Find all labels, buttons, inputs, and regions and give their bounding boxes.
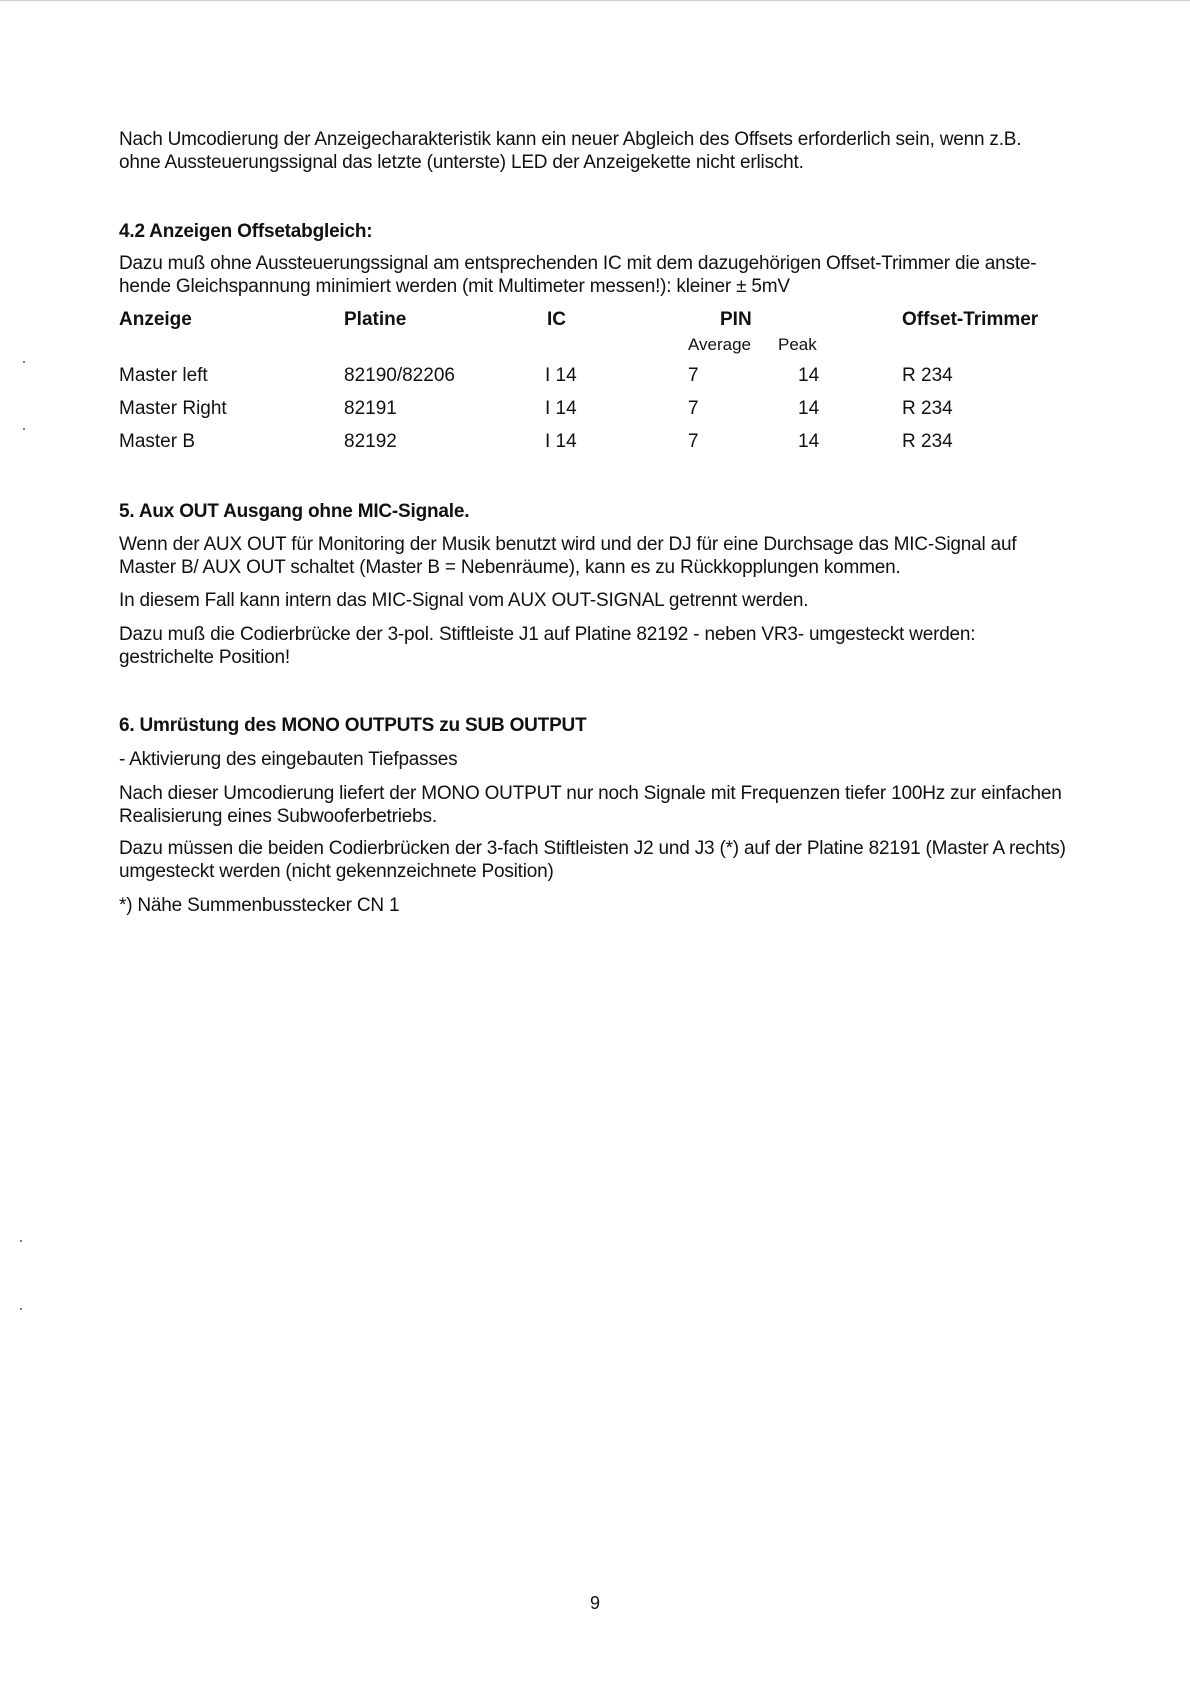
intro-paragraph [119, 128, 1091, 174]
cell-average: 7 [688, 398, 699, 419]
cell-platine: 82192 [344, 431, 397, 452]
section-5-paragraph-3 [119, 623, 1091, 669]
section-5-paragraph-2: In diesem Fall kann intern das MIC-Signal vom AUX OUT-SIGNAL getrennt werden. [119, 590, 809, 611]
header-peak: Peak [778, 335, 817, 354]
cell-offset-trimmer: R 234 [902, 365, 953, 386]
section-6-heading: 6. Umrüstung des MONO OUTPUTS zu SUB OUTPUT [119, 715, 587, 736]
header-anzeige: Anzeige [119, 309, 192, 330]
scan-mark [23, 361, 25, 363]
section-5-p3-line-1: Dazu muß die Codierbrücke der 3-pol. Stiftleiste J1 auf Platine 82192 - neben VR3- umgesteckt werden: [119, 624, 976, 645]
cell-ic: I 14 [545, 398, 577, 419]
scan-mark [23, 428, 25, 430]
cell-peak: 14 [798, 431, 820, 452]
header-pin: PIN [720, 309, 752, 330]
section-5-p1-line-1: Wenn der AUX OUT für Monitoring der Musik benutzt wird und der DJ für eine Durchsage das MIC-Signal auf [119, 534, 1017, 555]
section-6-p3-line-2: umgesteckt werden (nicht gekennzeichnete Position) [119, 861, 554, 882]
cell-anzeige: Master B [119, 431, 196, 452]
section-5-heading: 5. Aux OUT Ausgang ohne MIC-Signale. [119, 501, 470, 522]
scan-mark [20, 1308, 22, 1310]
scan-mark [20, 1240, 22, 1242]
top-border-line [0, 0, 1190, 1]
cell-average: 7 [688, 431, 699, 452]
section-6-paragraph-1: - Aktivierung des eingebauten Tiefpasses [119, 749, 458, 770]
section-6-p2-line-2: Realisierung eines Subwooferbetriebs. [119, 806, 437, 827]
header-ic: IC [547, 309, 566, 330]
header-platine: Platine [344, 309, 407, 330]
header-average: Average [688, 335, 752, 354]
cell-offset-trimmer: R 234 [902, 431, 953, 452]
section-6-paragraph-3 [119, 837, 1091, 883]
section-4-2-heading: 4.2 Anzeigen Offsetabgleich: [119, 221, 373, 242]
cell-average: 7 [688, 365, 699, 386]
section-6-footnote: *) Nähe Summenbusstecker CN 1 [119, 895, 400, 916]
header-offset-trimmer: Offset-Trimmer [902, 309, 1039, 330]
cell-ic: I 14 [545, 365, 577, 386]
section-6-p2-line-1: Nach dieser Umcodierung liefert der MONO OUTPUT nur noch Signale mit Frequenzen tiefer 100Hz zur einfachen [119, 783, 1062, 804]
section-6-p3-line-1: Dazu müssen die beiden Codierbrücken der 3-fach Stiftleisten J2 und J3 (*) auf der Platine 82191 (Master A rechts) [119, 838, 1066, 859]
cell-ic: I 14 [545, 431, 577, 452]
intro-line-2: ohne Aussteuerungssignal das letzte (unterste) LED der Anzeigekette nicht erlischt. [119, 152, 804, 173]
intro-line-1: Nach Umcodierung der Anzeigecharakteristik kann ein neuer Abgleich des Offsets erforderlich sein, wenn z.B. [119, 129, 1022, 150]
section-5-p1-line-2: Master B/ AUX OUT schaltet (Master B = Nebenräume), kann es zu Rückkopplungen kommen. [119, 557, 901, 578]
page-number: 9 [589, 1593, 600, 1613]
cell-peak: 14 [798, 365, 820, 386]
section-4-2-line-2: hende Gleichspannung minimiert werden (mit Multimeter messen!): kleiner ± 5mV [119, 276, 790, 297]
section-4-2-paragraph [119, 252, 1091, 298]
cell-anzeige: Master left [119, 365, 208, 386]
section-5-p3-line-2: gestrichelte Position! [119, 647, 290, 668]
cell-platine: 82191 [344, 398, 397, 419]
cell-anzeige: Master Right [119, 398, 227, 419]
section-5-paragraph-1 [119, 533, 1091, 579]
cell-peak: 14 [798, 398, 820, 419]
section-6-paragraph-2 [119, 782, 1091, 828]
cell-offset-trimmer: R 234 [902, 398, 953, 419]
section-4-2-line-1: Dazu muß ohne Aussteuerungssignal am entsprechenden IC mit dem dazugehörigen Offset-Trimmer die anste- [119, 253, 1037, 274]
cell-platine: 82190/82206 [344, 365, 455, 386]
